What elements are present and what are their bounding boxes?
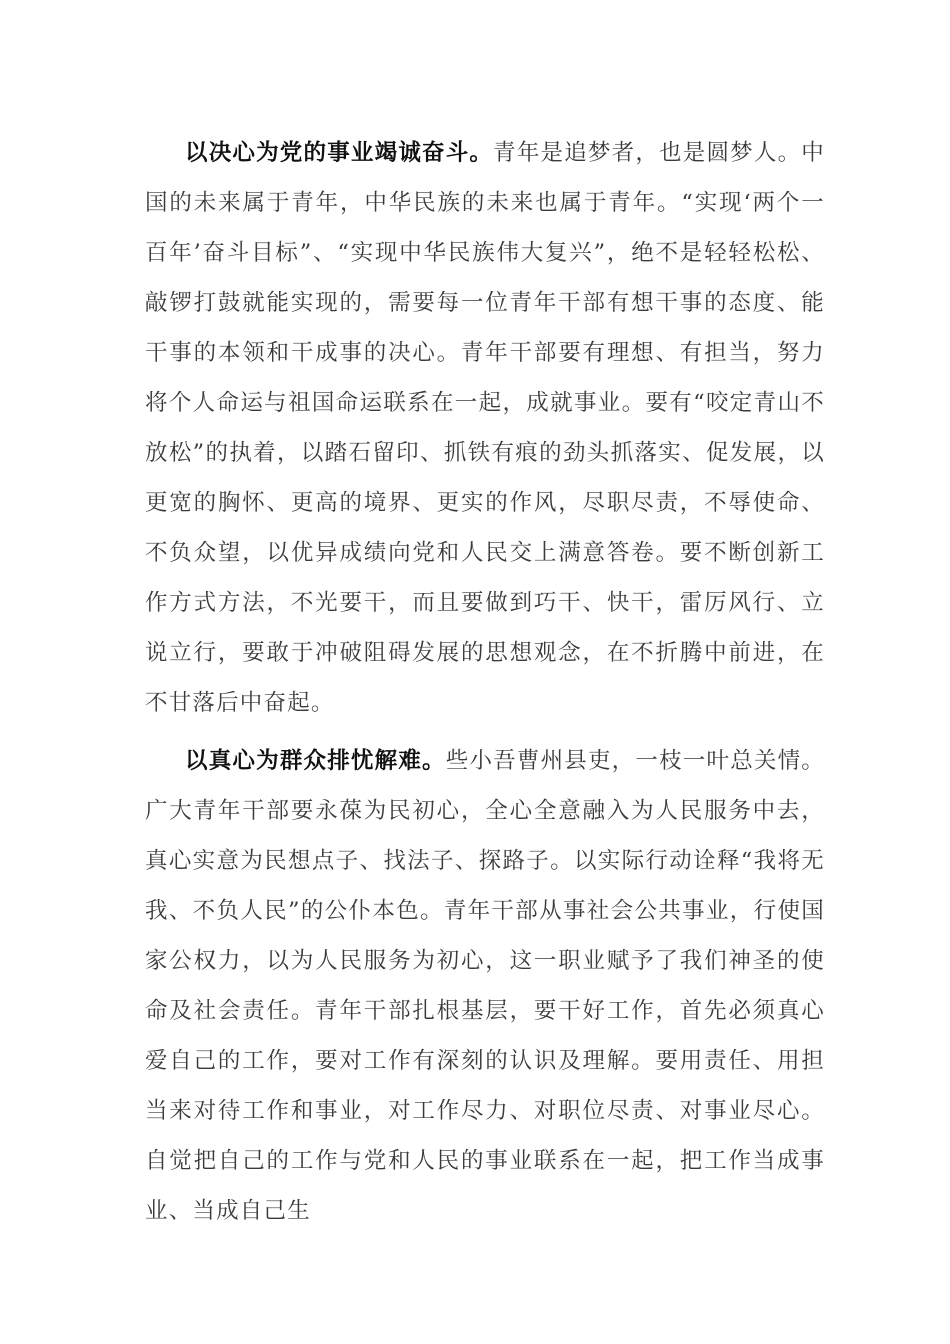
paragraph-heading: 以决心为党的事业竭诚奋斗。 — [185, 140, 494, 166]
paragraph-body: 些小吾曹州县吏，一枝一叶总关情。广大青年干部要永葆为民初心，全心全意融入为人民服务中去，真心实意为民想点子、找法子、探路子。以实际行动诠释“我将无我、不负人民”的公仆本色。青年干部从事社会公共事业，行使国家公权力，以为人民服务为初心，这一职业赋予了我们神圣的使命及社会责任。青年干部扎根基层，要干好工作，首先必须真心爱自己的工作，要对工作有深刻的认识及理解。要用责任、用担当来对待工作和事业，对工作尽力、对职位尽责、对事业尽心。自觉把自己的工作与党和人民的事业联系在一起，把工作当成事业、当成自己生 — [145, 748, 826, 1224]
paragraph-heading: 以真心为群众排忧解难。 — [185, 748, 446, 774]
paragraph-sincerity — [145, 736, 825, 1236]
paragraph-determination — [145, 128, 825, 728]
paragraph-body: 青年是追梦者，也是圆梦人。中国的未来属于青年，中华民族的未来也属于青年。“实现‘两个一百年’奋斗目标”、“实现中华民族伟大复兴”，绝不是轻轻松松、敲锣打鼓就能实现的，需要每一位青年干部有想干事的态度、能干事的本领和干成事的决心。青年干部要有理想、有担当，努力将个人命运与祖国命运联系在一起，成就事业。要有“咬定青山不放松”的执着，以踏石留印、抓铁有痕的劲头抓落实、促发展，以更宽的胸怀、更高的境界、更实的作风，尽职尽责，不辱使命、不负众望，以优异成绩向党和人民交上满意答卷。要不断创新工作方式方法，不光要干，而且要做到巧干、快干，雷厉风行、立说立行，要敢于冲破阻碍发展的思想观念，在不折腾中前进，在不甘落后中奋起。 — [145, 140, 825, 716]
